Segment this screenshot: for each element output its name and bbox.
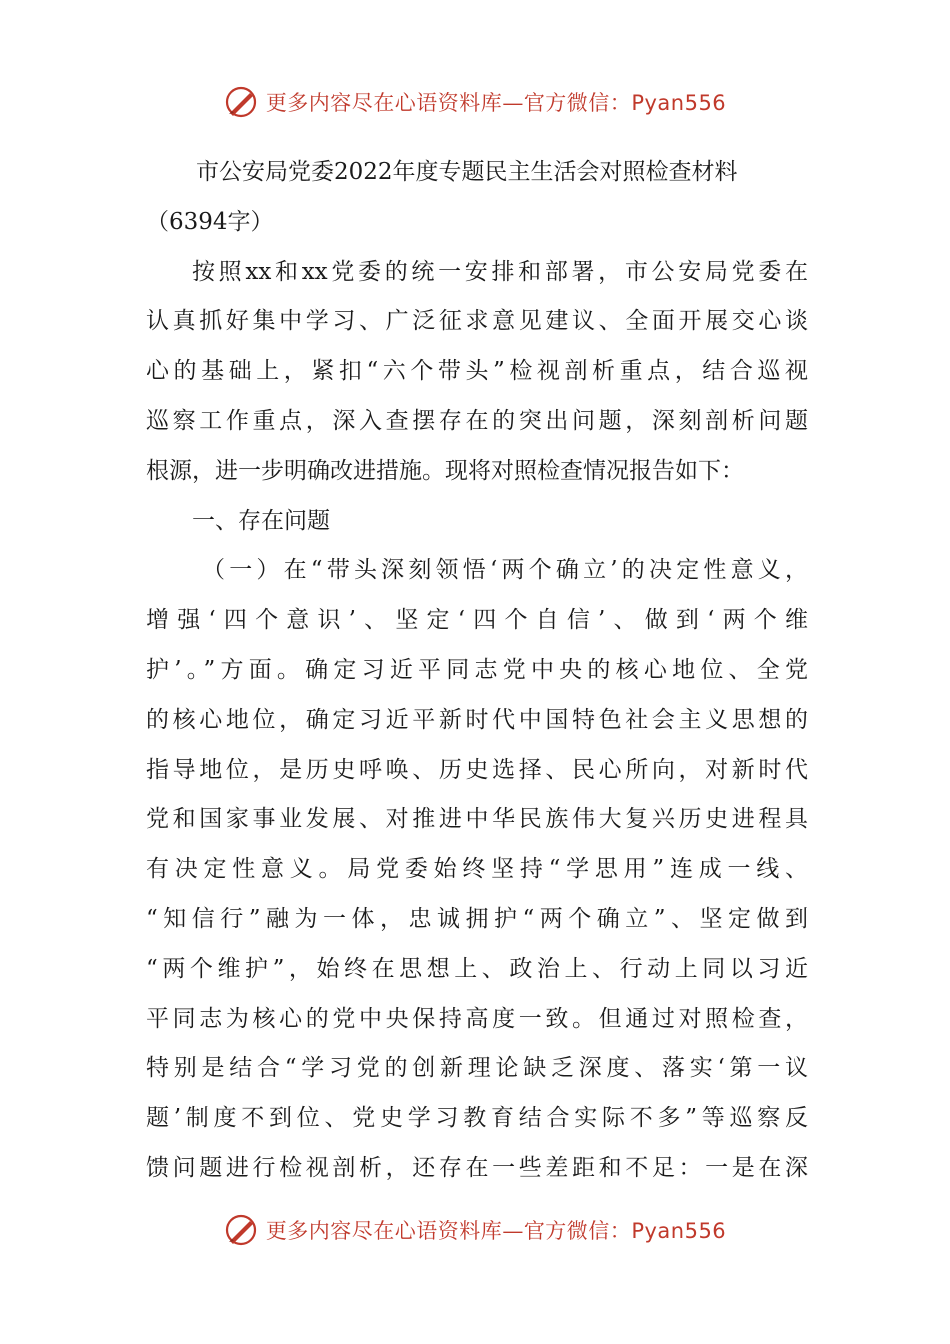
banner-wechat-id: Pyan556 bbox=[631, 91, 727, 115]
header-banner bbox=[0, 82, 950, 122]
doc-title-wordcount: （6394字） bbox=[146, 208, 274, 235]
pen-circle-logo-icon bbox=[224, 1213, 258, 1247]
paragraph-line: （一）在“带头深刻领悟‘两个确立’的决定性意义， bbox=[202, 557, 808, 584]
document-body bbox=[146, 148, 808, 1194]
paragraph-line: “知信行”融为一体，忠诚拥护“两个确立”、坚定做到 bbox=[146, 905, 808, 932]
paragraph-line: 心的基础上，紧扣“六个带头”检视剖析重点，结合巡视 bbox=[146, 358, 808, 385]
doc-title: 市公安局党委2022年度专题民主生活会对照检查材料 bbox=[196, 159, 738, 185]
banner-text bbox=[266, 87, 726, 117]
paragraph-line: 党和国家事业发展、对推进中华民族伟大复兴历史进程具 bbox=[146, 806, 808, 833]
banner-wechat-label: 官方微信： bbox=[523, 91, 632, 115]
paragraph-line: 护’。”方面。确定习近平同志党中央的核心地位、全党 bbox=[146, 656, 808, 683]
banner-wechat-id: Pyan556 bbox=[631, 1219, 727, 1243]
paragraph-line: “两个维护”，始终在思想上、政治上、行动上同以习近 bbox=[146, 955, 808, 982]
banner-dash: — bbox=[502, 1219, 524, 1243]
pen-circle-logo-icon bbox=[224, 85, 258, 119]
paragraph-line: 馈问题进行检视剖析，还存在一些差距和不足：一是在深 bbox=[146, 1154, 808, 1181]
banner-wechat-label: 官方微信： bbox=[523, 1219, 632, 1243]
section-heading: 一、存在问题 bbox=[192, 507, 330, 534]
paragraph-line: 指导地位，是历史呼唤、历史选择、民心所向，对新时代 bbox=[146, 756, 808, 783]
paragraph-line: 按照xx和xx党委的统一安排和部署，市公安局党委在 bbox=[192, 258, 808, 285]
paragraph-line: 认真抓好集中学习、广泛征求意见建议、全面开展交心谈 bbox=[146, 308, 808, 335]
paragraph-line: 巡察工作重点，深入查摆存在的突出问题，深刻剖析问题 bbox=[146, 407, 808, 434]
paragraph-line: 根源，进一步明确改进措施。现将对照检查情况报告如下： bbox=[146, 457, 744, 484]
banner-brand: 更多内容尽在心语资料库 bbox=[265, 91, 503, 115]
banner-text bbox=[266, 1215, 726, 1245]
paragraph-line: 特别是结合“学习党的创新理论缺乏深度、落实‘第一议 bbox=[146, 1055, 808, 1082]
paragraph-line: 的核心地位，确定习近平新时代中国特色社会主义思想的 bbox=[146, 706, 808, 733]
banner-brand: 更多内容尽在心语资料库 bbox=[265, 1219, 503, 1243]
paragraph-line: 有决定性意义。局党委始终坚持“学思用”连成一线、 bbox=[146, 856, 808, 883]
paragraph-line: 题’制度不到位、党史学习教育结合实际不多”等巡察反 bbox=[146, 1105, 808, 1132]
banner-dash: — bbox=[502, 91, 524, 115]
paragraph-line: 平同志为核心的党中央保持高度一致。但通过对照检查， bbox=[146, 1005, 808, 1032]
footer-banner bbox=[0, 1210, 950, 1250]
paragraph-line: 增强‘四个意识’、坚定‘四个自信’、做到‘两个维 bbox=[146, 607, 808, 634]
